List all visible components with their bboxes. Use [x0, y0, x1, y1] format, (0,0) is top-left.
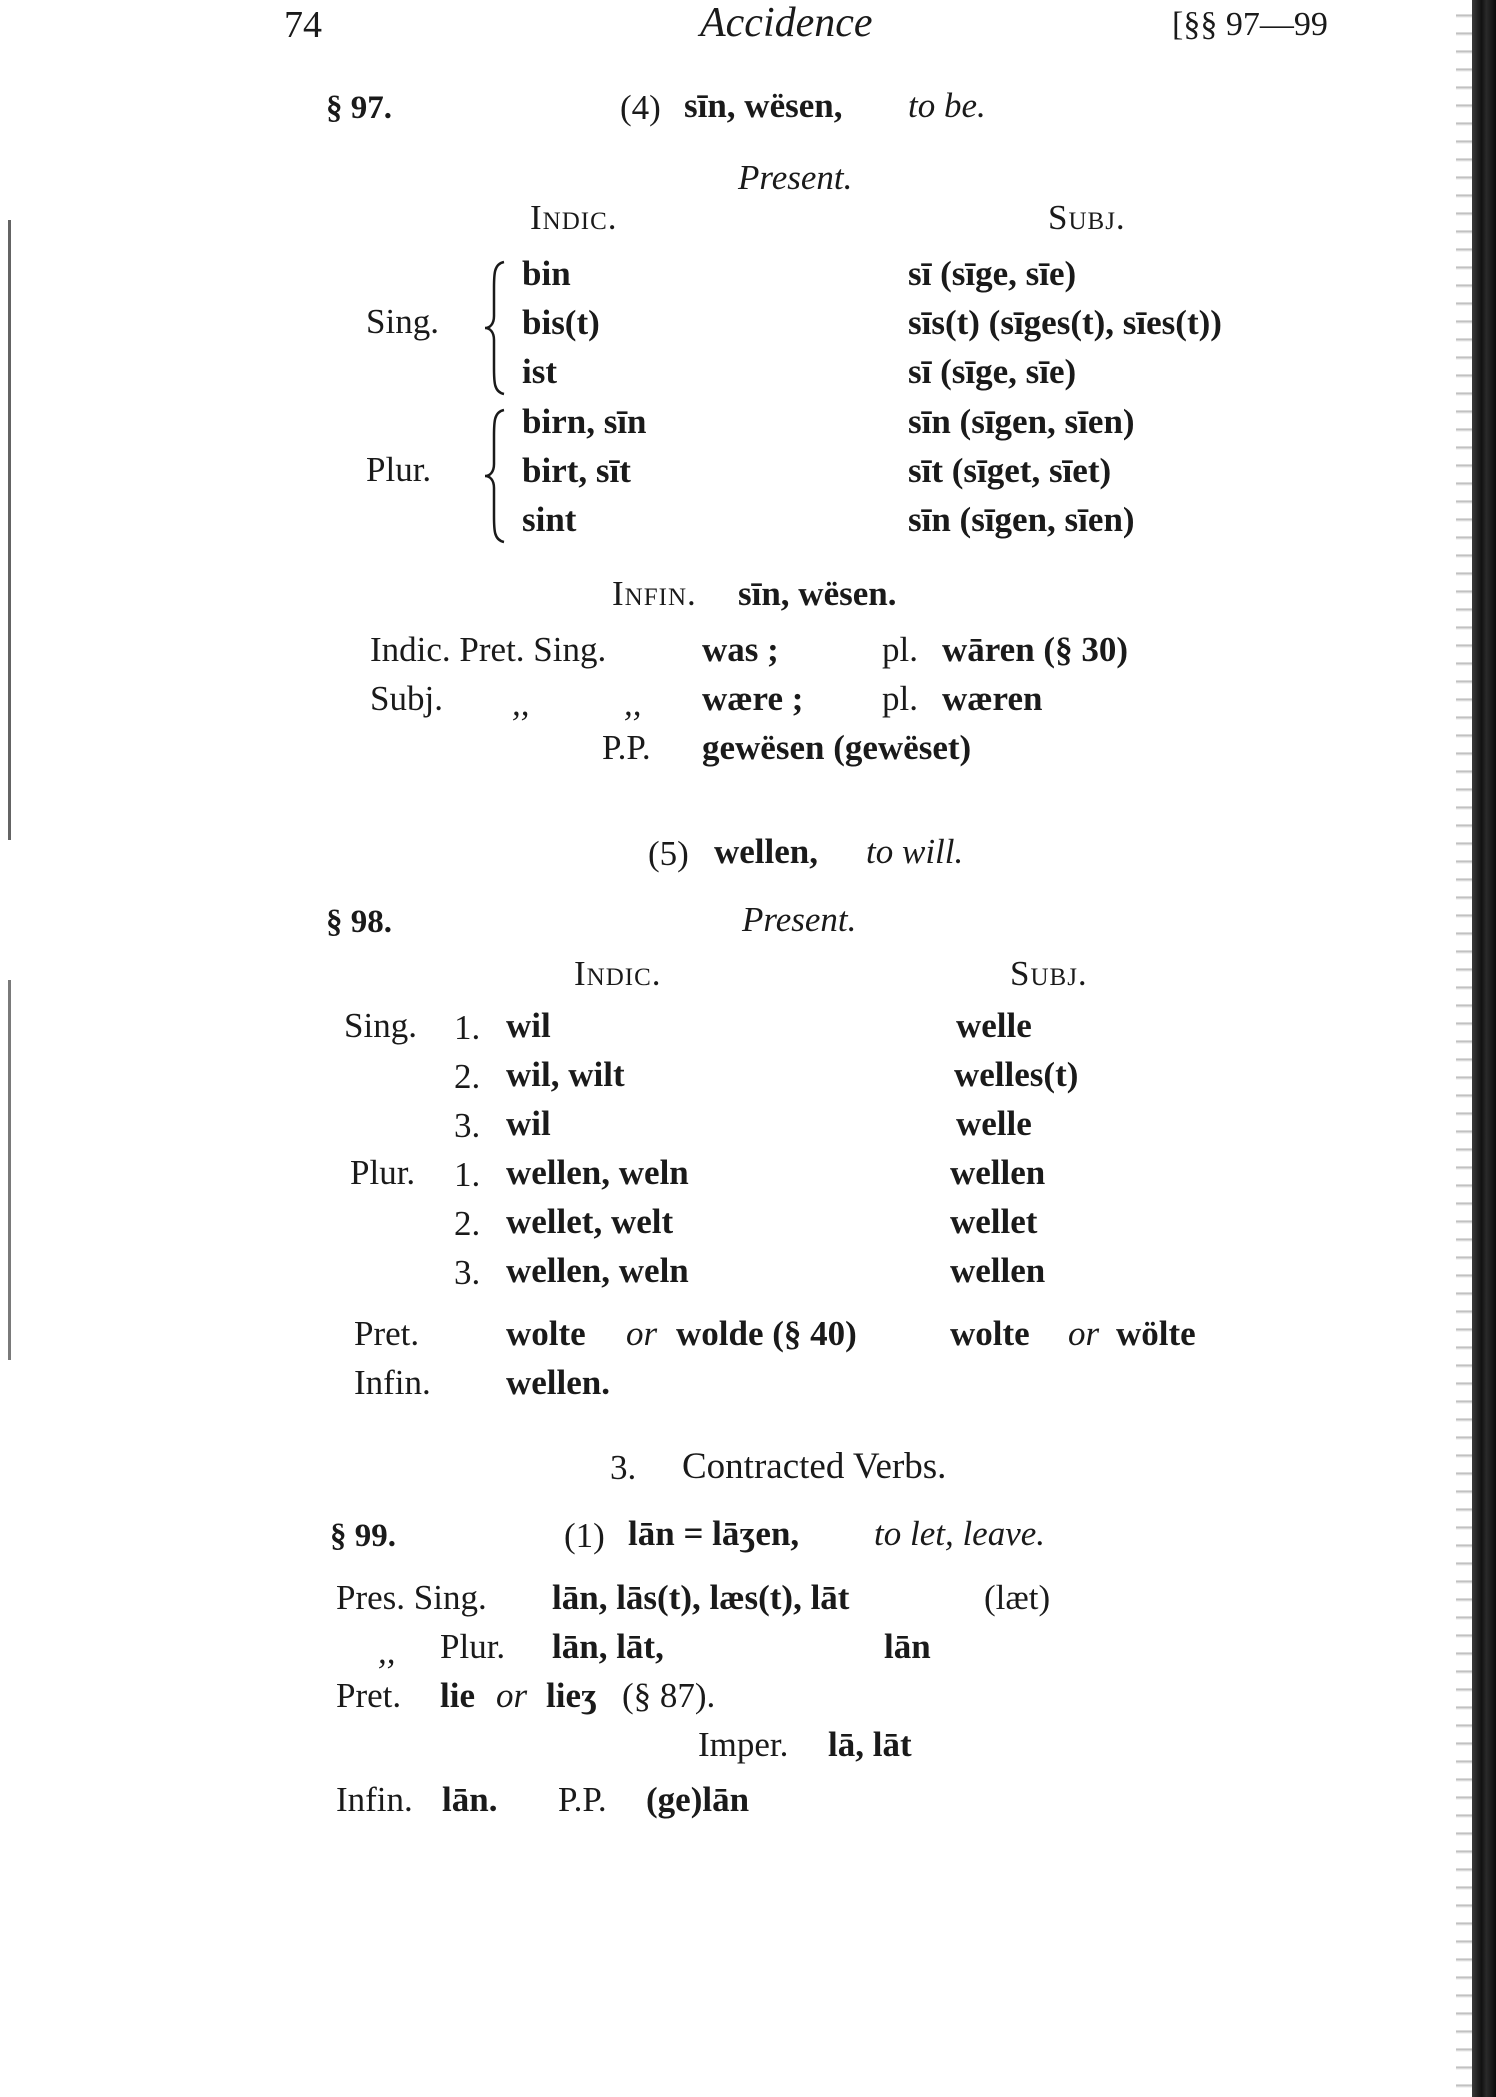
or-word: or	[496, 1676, 528, 1715]
left-margin-mark	[8, 980, 11, 1360]
sing-subj-2: sīs(t) (sīges(t), sīes(t))	[908, 303, 1222, 342]
row-group: Plur.	[350, 1153, 416, 1192]
row-subj: welles(t)	[954, 1055, 1079, 1094]
imper-value: lā, lāt	[828, 1725, 912, 1764]
heading-gloss: to be.	[908, 86, 986, 125]
pres-alt: (læt)	[984, 1578, 1051, 1617]
section-label: § 99.	[330, 1518, 396, 1554]
running-sections: [§§ 97—99	[1172, 6, 1328, 43]
row-indic: wil	[506, 1104, 551, 1143]
subsection-number: 3.	[610, 1448, 637, 1487]
subj-pl-label: pl.	[882, 679, 918, 718]
sing-indic-2: bis(t)	[522, 303, 600, 342]
pres-label: Pres. Sing.	[336, 1578, 487, 1617]
row-subj: welle	[956, 1104, 1032, 1143]
pp-value: (ge)lān	[646, 1780, 750, 1819]
pret-form: wolde (§ 40)	[676, 1314, 857, 1353]
row-subj: wellen	[950, 1251, 1046, 1290]
row-num: 3.	[454, 1253, 481, 1292]
sing-label: Sing.	[366, 302, 439, 341]
indic-heading: Indic.	[530, 198, 618, 237]
plur-indic-3: sint	[522, 500, 577, 539]
pret-pl-label: pl.	[882, 630, 918, 669]
heading-number: (4)	[620, 88, 661, 127]
infin-value: wellen.	[506, 1363, 611, 1402]
row-subj: wellet	[950, 1202, 1038, 1241]
row-indic: wellen, weln	[506, 1153, 689, 1192]
pres-value: lān, lās(t), læs(t), lāt	[552, 1578, 850, 1617]
pret-label: Indic. Pret. Sing.	[370, 630, 607, 669]
sing-indic-1: bin	[522, 254, 571, 293]
subj-label: Subj.	[370, 679, 443, 718]
pret-label: Pret.	[354, 1314, 420, 1353]
subj-heading: Subj.	[1048, 198, 1126, 237]
sing-subj-3: sī (sīge, sīe)	[908, 352, 1077, 391]
heading-verb: sīn, wësen,	[684, 86, 843, 125]
page-edge-texture	[1456, 0, 1472, 2097]
pret-ref: (§ 87).	[622, 1676, 716, 1715]
row-subj: wellen	[950, 1153, 1046, 1192]
pret-form: lie	[440, 1676, 475, 1715]
imper-label: Imper.	[698, 1725, 789, 1764]
page-number: 74	[284, 4, 322, 46]
pp-label: P.P.	[558, 1780, 607, 1819]
pp-value: gewësen (gewëset)	[702, 728, 972, 767]
pret-value: was ;	[702, 630, 779, 669]
subsection-title: Contracted Verbs.	[682, 1446, 947, 1487]
sing-subj-1: sī (sīge, sīe)	[908, 254, 1077, 293]
ditto-mark: ,,	[378, 1632, 396, 1671]
heading-number: (5)	[648, 834, 689, 873]
plur-label: Plur.	[440, 1627, 506, 1666]
plur-indic-2: birt, sīt	[522, 451, 631, 490]
plur-subj-3: sīn (sīgen, sīen)	[908, 500, 1135, 539]
pp-label: P.P.	[602, 728, 651, 767]
subj-heading: Subj.	[1010, 954, 1088, 993]
heading-verb: wellen,	[714, 832, 819, 871]
row-num: 1.	[454, 1008, 481, 1047]
ditto-mark: ,,	[624, 684, 642, 723]
plur-subj-1: sīn (sīgen, sīen)	[908, 402, 1135, 441]
row-num: 2.	[454, 1057, 481, 1096]
plur-subj: lān	[884, 1627, 931, 1666]
infin-label: Infin.	[612, 574, 697, 613]
page-edge	[1472, 0, 1496, 2097]
row-indic: wellet, welt	[506, 1202, 674, 1241]
heading-verb: lān = lāʒen,	[628, 1514, 800, 1553]
row-indic: wil, wilt	[506, 1055, 625, 1094]
row-num: 2.	[454, 1204, 481, 1243]
pret-pl-value: wāren (§ 30)	[942, 630, 1128, 669]
row-subj: welle	[956, 1006, 1032, 1045]
ditto-mark: ,,	[512, 684, 530, 723]
row-num: 3.	[454, 1106, 481, 1145]
row-num: 1.	[454, 1155, 481, 1194]
brace-icon	[482, 406, 512, 546]
pret-subj-form: wolte	[950, 1314, 1030, 1353]
heading-gloss: to let, leave.	[874, 1514, 1046, 1553]
or-word: or	[1068, 1314, 1100, 1353]
pret-label: Pret.	[336, 1676, 402, 1715]
subj-value: wære ;	[702, 679, 804, 718]
pret-form: lieʒ	[546, 1676, 598, 1715]
infin-label: Infin.	[336, 1780, 413, 1819]
infin-value: lān.	[442, 1780, 498, 1819]
plur-label: Plur.	[366, 450, 432, 489]
plur-value: lān, lāt,	[552, 1627, 664, 1666]
infin-label: Infin.	[354, 1363, 431, 1402]
plur-subj-2: sīt (sīget, sīet)	[908, 451, 1112, 490]
subj-pl-value: wæren	[942, 679, 1043, 718]
section-label: § 98.	[326, 904, 392, 940]
sing-indic-3: ist	[522, 352, 557, 391]
section-label: § 97.	[326, 90, 392, 126]
row-group: Sing.	[344, 1006, 417, 1045]
present-heading: Present.	[738, 158, 853, 197]
heading-gloss: to will.	[866, 832, 964, 871]
indic-heading: Indic.	[574, 954, 662, 993]
infin-value: sīn, wësen.	[738, 574, 897, 613]
pret-form: wolte	[506, 1314, 586, 1353]
present-heading: Present.	[742, 900, 857, 939]
row-indic: wil	[506, 1006, 551, 1045]
brace-icon	[482, 258, 512, 398]
left-margin-mark	[8, 220, 11, 840]
pret-subj-form: wölte	[1116, 1314, 1196, 1353]
row-indic: wellen, weln	[506, 1251, 689, 1290]
running-title: Accidence	[700, 0, 873, 46]
plur-indic-1: birn, sīn	[522, 402, 647, 441]
heading-number: (1)	[564, 1516, 605, 1555]
or-word: or	[626, 1314, 658, 1353]
